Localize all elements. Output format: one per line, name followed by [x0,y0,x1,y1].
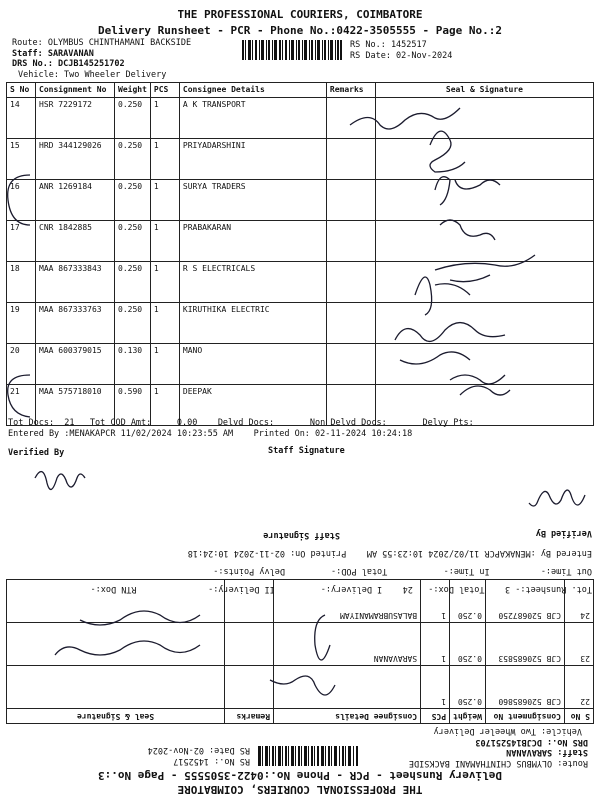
pcs-cell: 1 [150,262,179,303]
column-header: Consignee Details [179,83,326,98]
totals-line-1: Tot. Runsheet:- 3 Total Dox:- 24 I Delivery:- II Delivery:- RTN Dox:- [90,584,592,594]
weight-cell: 0.250 [115,221,151,262]
header-left [409,726,588,768]
consignee-cell: MANO [179,344,326,385]
sno-cell: 16 [7,180,36,221]
page-title: THE PROFESSIONAL COURIERS, COIMBATORE [177,8,423,21]
weight-cell: 0.250 [115,303,151,344]
route-text: Route: OLYMBUS CHINTHAMANI BACKSIDE [408,758,588,768]
weight-cell: 0.250 [115,180,151,221]
barcode-image [242,40,342,60]
sno-cell: 18 [7,262,36,303]
pcs-cell: 1 [421,666,450,709]
rs-date-text: RS Date: 02-Nov-2024 [350,50,453,61]
sno-cell: 14 [7,98,36,139]
entered-by-line: Entered By :MENAKAPCR 11/02/2024 10:23:55 AM Printed On: 02-11-2024 10:24:18 [8,429,413,439]
circle-mark [5,170,35,230]
column-header: Weight [115,83,151,98]
consignee-cell: BALASUBRAMANIYAM [274,580,421,623]
weight-cell: 0.250 [115,139,151,180]
consignment-cell: HRD 344129026 [36,139,115,180]
consignee-cell: PRIYADARSHINI [179,139,326,180]
column-header: S No [7,83,36,98]
pcs-cell: 1 [150,221,179,262]
circle-mark [5,370,35,420]
barcode-image [258,746,358,766]
pcs-cell: 1 [150,98,179,139]
consignment-cell: CNR 1842885 [36,221,115,262]
entered-by-line: Entered By :MENAKAPCR 11/02/2024 10:23:55 AM Printed On: 02-11-2024 10:24:18 [187,548,592,558]
column-header: Consignment No [486,709,565,724]
pcs-cell: 1 [150,303,179,344]
pcs-cell: 1 [150,139,179,180]
sno-cell: 21 [7,385,36,426]
weight-cell: 0.250 [450,666,486,709]
staff-signature-label: Staff Signature [268,446,345,456]
header-right [350,40,452,61]
pcs-cell: 1 [150,385,179,426]
column-header: Seal & Signature [375,83,593,98]
weight-cell: 0.250 [450,580,486,623]
runsheet-page-3-rotated [0,455,600,800]
column-header: S No [565,709,594,724]
rs-date-text: RS Date: 02-Nov-2024 [147,745,250,756]
rs-no-text: RS No.: 1452517 [350,40,427,50]
weight-cell: 0.250 [115,98,151,139]
page-subtitle: Delivery Runsheet - PCR - Phone No.:0422-3505555 - Page No.:2 [98,24,502,37]
weight-cell: 0.250 [115,262,151,303]
staff-text: Staff: SARAVANAN [12,48,94,59]
consignment-cell: CJB 520685853 [486,623,565,666]
pcs-cell: 1 [150,344,179,385]
handwritten-signatures [30,585,350,715]
column-header: Weight [450,709,486,724]
pcs-cell: 1 [421,623,450,666]
header-right [148,745,250,766]
totals-line: Tot Docs: 21 Tot COD Amt: 0.00 Delvd Docs: Non Delvd Docs: Delvy Pts: [8,418,474,428]
consignee-cell: SURYA TRADERS [179,180,326,221]
column-header: Consignee Details [274,709,421,724]
sno-cell: 19 [7,303,36,344]
consignment-cell: MAA 867333763 [36,303,115,344]
page-subtitle: Delivery Runsheet - PCR - Phone No.:0422-3505555 - Page No.:3 [98,769,502,782]
staff-signature-label: Staff Signature [263,530,340,540]
column-header: Remarks [225,709,274,724]
consignee-cell: SARAVANAN [274,623,421,666]
sno-cell: 17 [7,221,36,262]
column-header: PCS [150,83,179,98]
sno-cell: 24 [565,580,594,623]
consignment-cell: ANR 1269184 [36,180,115,221]
sno-cell: 23 [565,623,594,666]
sno-cell: 22 [565,666,594,709]
drs-text: DRS No.: DCJB145251702 [12,59,125,69]
sno-cell: 15 [7,139,36,180]
consignment-cell: CJB 520685860 [486,666,565,709]
handwritten-signatures [340,95,590,425]
page-title: THE PROFESSIONAL COURIERS, COIMBATORE [177,783,423,796]
staff-text: Staff: SARAVANAN [506,747,588,758]
vehicle-text: Vehicle: Two Wheeler Delivery [433,726,582,737]
column-header: Remarks [326,83,375,98]
consignee-cell: R S ELECTRICALS [179,262,326,303]
totals-line-2: Out Time:- In Time:- Total POD:- Delvy Points:- [213,566,592,576]
column-header: Seal & Signature [7,709,225,724]
pcs-cell: 1 [421,580,450,623]
verified-signature [520,480,590,520]
consignment-cell: MAA 867333843 [36,262,115,303]
consignment-cell: MAA 575718010 [36,385,115,426]
column-header: PCS [421,709,450,724]
drs-text: DRS No.: DCJB145251703 [475,737,588,747]
rs-no-text: RS No.: 1452517 [173,756,250,766]
sno-cell: 20 [7,344,36,385]
consignment-cell: MAA 600379015 [36,344,115,385]
pcs-cell: 1 [150,180,179,221]
consignment-cell: CJB 520687250 [486,580,565,623]
consignee-cell: DEEPAK [179,385,326,426]
weight-cell: 0.250 [450,623,486,666]
route-text: Route: OLYMBUS CHINTHAMANI BACKSIDE [12,38,192,48]
vehicle-text: Vehicle: Two Wheeler Delivery [18,69,167,80]
consignee-cell: PRABAKARAN [179,221,326,262]
weight-cell: 0.130 [115,344,151,385]
verified-by-label: Verified By [535,528,592,538]
consignment-cell: HSR 7229172 [36,98,115,139]
consignee-cell: A K TRANSPORT [179,98,326,139]
verified-by-label: Verified By [8,448,65,458]
weight-cell: 0.590 [115,385,151,426]
consignee-cell: KIRUTHIKA ELECTRIC [179,303,326,344]
header-left [12,38,191,80]
column-header: Consignment No [36,83,115,98]
